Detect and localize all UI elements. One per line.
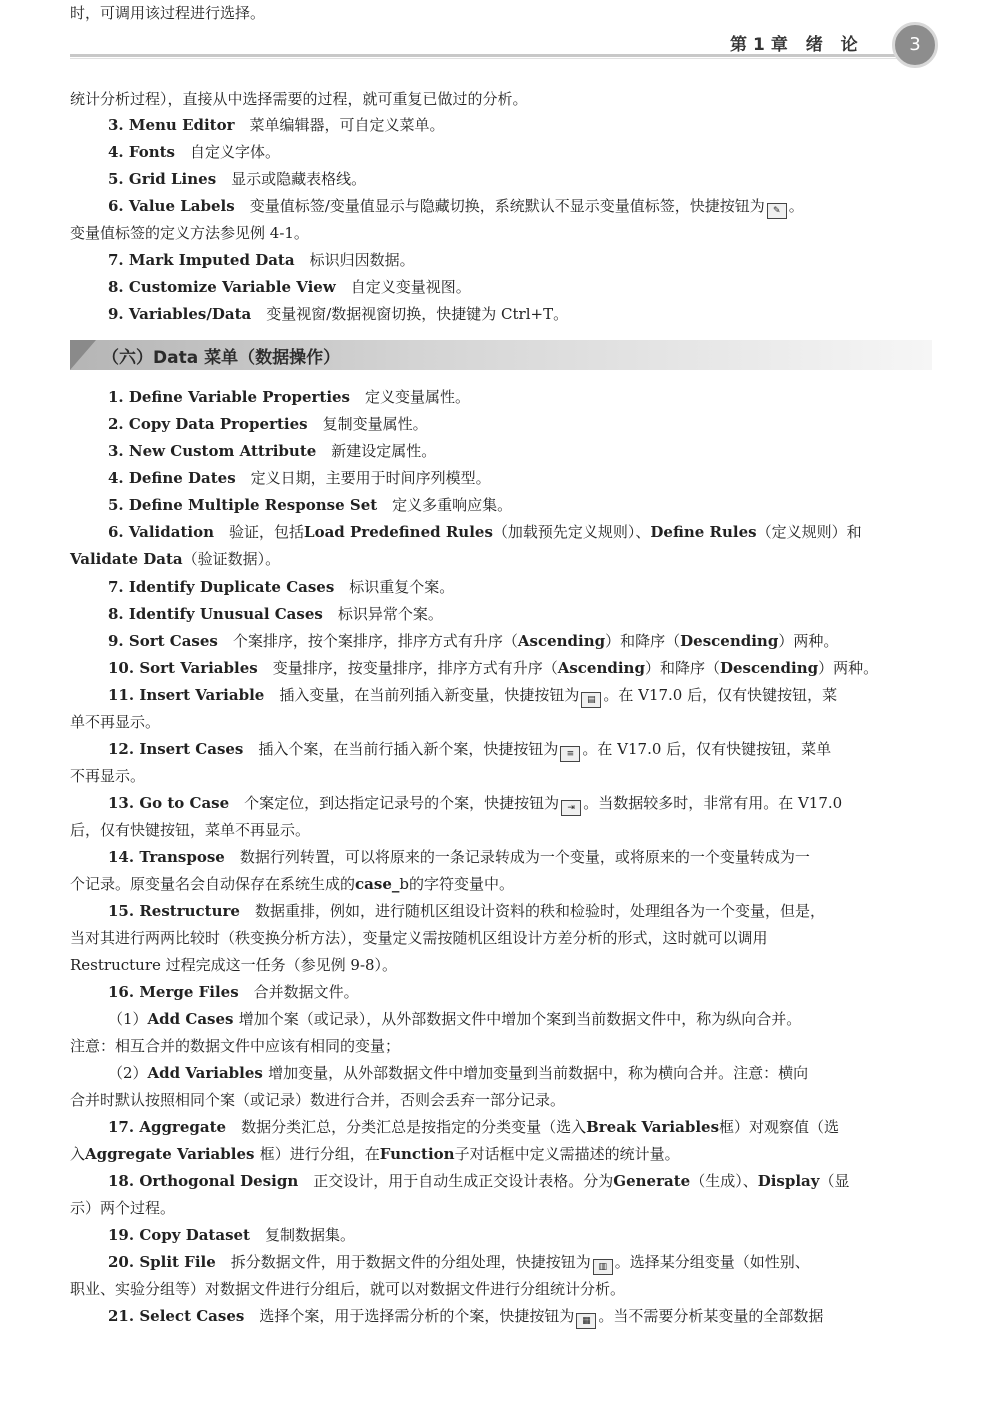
paragraph-text: 选择个案，用于选择需分析的个案，快捷按钮为 [259, 1307, 575, 1325]
paragraph-text: 。当不需要分析某变量的全部数据 [598, 1307, 824, 1325]
keyword: Ascending [517, 632, 606, 650]
keyword: case_ [355, 875, 400, 893]
paragraph-line [70, 736, 932, 763]
paragraph-line [70, 546, 932, 573]
paragraph-line [70, 274, 932, 301]
menu-item-term: 17. Aggregate [108, 1118, 242, 1136]
paragraph-text: b [399, 875, 409, 893]
paragraph-text: 后，仅有快键按钮，菜单不再显示。 [70, 821, 311, 839]
paragraph-text: 职业、实验分组等）对数据文件进行分组后，就可以对数据文件进行分组统计分析。 [70, 1280, 626, 1298]
paragraph-text: 变量排序，按变量排序，排序方式有升序（ [272, 659, 558, 677]
keyword: Break Variables [586, 1118, 720, 1136]
paragraph-text: 示）两个过程。 [70, 1199, 176, 1217]
paragraph-text: 自定义变量视图。 [350, 278, 471, 296]
paragraph-line [70, 384, 932, 411]
menu-item-term: 8. Identify Unusual Cases [108, 605, 338, 623]
paragraph-line [70, 0, 932, 27]
line-prefix: 入 [70, 1145, 86, 1163]
paragraph-text: 子对话框中定义需描述的统计量。 [454, 1145, 680, 1163]
paragraph-text: 标识归因数据。 [309, 251, 415, 269]
paragraph-text: ）两种。 [818, 659, 879, 677]
section-heading-bar [70, 340, 932, 370]
toolbar-button-icon: ⇥ [561, 800, 581, 816]
keyword: Generate [613, 1172, 691, 1190]
paragraph-line [70, 682, 932, 709]
line-prefix: （1） [108, 1010, 148, 1028]
paragraph-line [70, 844, 932, 871]
paragraph-text: 。 [788, 197, 804, 215]
menu-item-term: 11. Insert Variable [108, 686, 280, 704]
keyword: Descending [680, 632, 779, 650]
paragraph-text: 个案定位，到达指定记录号的个案，快捷按钮为 [244, 794, 560, 812]
paragraph-line [70, 465, 932, 492]
paragraph-text: （验证数据）。 [182, 550, 281, 568]
paragraph-text: 复制数据集。 [264, 1226, 355, 1244]
paragraph-text: 。当数据较多时，非常有用。在 V17.0 [583, 794, 843, 812]
menu-item-term: 21. Select Cases [108, 1307, 260, 1325]
paragraph-text: 。在 V17.0 后，仅有快键按钮，菜 [603, 686, 838, 704]
toolbar-button-icon: ▥ [593, 1259, 613, 1275]
paragraph-line [70, 871, 932, 898]
paragraph-text: 变量视窗/数据视窗切换，快捷键为 Ctrl+T。 [266, 305, 569, 323]
menu-item-term: 4. Define Dates [108, 469, 251, 487]
paragraph-text: 验证，包括 [229, 523, 305, 541]
paragraph-line [70, 492, 932, 519]
paragraph-text: 自定义字体。 [190, 143, 281, 161]
paragraph-line [70, 628, 932, 655]
menu-item-term: 1. Define Variable Properties [108, 388, 365, 406]
paragraph-text: 数据重排，例如，进行随机区组设计资料的秩和检验时，处理组各为一个变量，但是， [254, 902, 825, 920]
paragraph-line [70, 86, 932, 113]
paragraph-text: 统计分析过程），直接从中选择需要的过程，就可重复已做过的分析。 [70, 90, 528, 108]
paragraph-line [70, 220, 932, 247]
menu-item-term: 6. Validation [108, 523, 230, 541]
paragraph-text: 增加个案（或记录），从外部数据文件中增加个案到当前数据文件中，称为纵向合并。 [238, 1010, 802, 1028]
paragraph-text: 定义多重响应集。 [392, 496, 513, 514]
menu-item-term: 5. Define Multiple Response Set [108, 496, 393, 514]
paragraph-text: （显 [819, 1172, 850, 1190]
paragraph-text: 变量值标签的定义方法参见例 4-1。 [70, 224, 309, 242]
paragraph-text: ）两种。 [778, 632, 839, 650]
paragraph-line [70, 574, 932, 601]
paragraph-text: 标识异常个案。 [337, 605, 443, 623]
menu-item-term: 16. Merge Files [108, 983, 254, 1001]
menu-item-term: 4. Fonts [108, 143, 190, 161]
paragraph-text: 标识重复个案。 [349, 578, 455, 596]
toolbar-button-icon: ▤ [581, 692, 601, 708]
paragraph-text: 定义变量属性。 [365, 388, 471, 406]
paragraph-text: 合并时默认按照相同个案（或记录）数进行合并，否则会丢弃一部分记录。 [70, 1091, 566, 1109]
paragraph-line [70, 1168, 932, 1195]
paragraph-line [70, 1141, 932, 1168]
paragraph-line [70, 166, 932, 193]
paragraph-line [70, 709, 932, 736]
paragraph-text: 菜单编辑器，可自定义菜单。 [249, 116, 445, 134]
paragraph-line [70, 1195, 932, 1222]
paragraph-line [70, 247, 932, 274]
paragraph-line [70, 655, 932, 682]
paragraph-line [70, 790, 932, 817]
paragraph-text: 数据行列转置，可以将原来的一条记录转成为一个变量，或将原来的一个变量转成为一 [239, 848, 810, 866]
paragraph-text: 个案排序，按个案排序，排序方式有升序（ [232, 632, 518, 650]
menu-item-term: 15. Restructure [108, 902, 255, 920]
paragraph-text: 插入个案，在当前行插入新个案，快捷按钮为 [258, 740, 559, 758]
menu-item-term: 7. Mark Imputed Data [108, 251, 310, 269]
toolbar-button-icon: ▦ [576, 1313, 596, 1329]
paragraph-line [70, 301, 932, 328]
keyword: Descending [719, 659, 819, 677]
menu-item-term: Aggregate Variables [85, 1145, 260, 1163]
keyword: Validate Data [70, 550, 183, 568]
paragraph-text: 定义日期，主要用于时间序列模型。 [250, 469, 491, 487]
paragraph-line [70, 139, 932, 166]
keyword: Define Rules [650, 523, 757, 541]
paragraph-text: 增加变量，从外部数据文件中增加变量到当前数据中，称为横向合并。注意：横向 [268, 1064, 809, 1082]
paragraph-text: 框）进行分组，在 [259, 1145, 380, 1163]
menu-item-term: 2. Copy Data Properties [108, 415, 323, 433]
menu-item-term: 9. Variables/Data [108, 305, 267, 323]
paragraph-text: 变量值标签/变量值显示与隐藏切换，系统默认不显示变量值标签，快捷按钮为 [249, 197, 765, 215]
menu-item-term: 8. Customize Variable View [108, 278, 351, 296]
header-rule-thin [70, 58, 900, 59]
paragraph-text: 数据分类汇总，分类汇总是按指定的分类变量（选入 [241, 1118, 587, 1136]
paragraph-text: 注意：相互合并的数据文件中应该有相同的变量； [70, 1037, 401, 1055]
toolbar-button-icon: ✎ [767, 203, 787, 219]
page-number: 3 [909, 34, 921, 55]
paragraph-line [70, 1033, 932, 1060]
page-number-badge [892, 22, 938, 68]
paragraph-line [70, 601, 932, 628]
paragraph-text: 个记录。原变量名会自动保存在系统生成的 [70, 875, 356, 893]
paragraph-text: （生成）、 [690, 1172, 758, 1190]
paragraph-text: （定义规则）和 [756, 523, 862, 541]
paragraph-text: 。在 V17.0 后，仅有快键按钮，菜单 [582, 740, 832, 758]
chapter-title: 第1章 绪 论 [730, 35, 864, 55]
paragraph-text: 合并数据文件。 [253, 983, 359, 1001]
menu-item-term: 14. Transpose [108, 848, 240, 866]
paragraph-line [70, 112, 932, 139]
menu-item-term: 6. Value Labels [108, 197, 250, 215]
section-marker [70, 340, 96, 370]
keyword: Ascending [557, 659, 645, 677]
paragraph-line [70, 1276, 932, 1303]
menu-item-term: Add Variables [147, 1064, 269, 1082]
menu-item-term: 18. Orthogonal Design [108, 1172, 314, 1190]
paragraph-text: Restructure 过程完成这一任务（参见例 9-8）。 [70, 956, 398, 974]
paragraph-text: 拆分数据文件，用于数据文件的分组处理，快捷按钮为 [230, 1253, 591, 1271]
paragraph-line [70, 1060, 932, 1087]
paragraph-line [70, 1114, 932, 1141]
paragraph-line [70, 1303, 932, 1330]
paragraph-line [70, 763, 932, 790]
menu-item-term: 5. Grid Lines [108, 170, 232, 188]
menu-item-term: 13. Go to Case [108, 794, 245, 812]
menu-item-term: 19. Copy Dataset [108, 1226, 265, 1244]
paragraph-line [70, 1222, 932, 1249]
paragraph-line [70, 193, 932, 220]
keyword: Function [379, 1145, 455, 1163]
paragraph-line [70, 438, 932, 465]
paragraph-line [70, 952, 932, 979]
menu-item-term: 12. Insert Cases [108, 740, 259, 758]
paragraph-text: 时，可调用该过程进行选择。 [70, 4, 266, 22]
paragraph-text: 复制变量属性。 [322, 415, 428, 433]
paragraph-line [70, 898, 932, 925]
paragraph-text: （加载预先定义规则）、 [492, 523, 651, 541]
paragraph-text: 单不再显示。 [70, 713, 161, 731]
menu-item-term: 10. Sort Variables [108, 659, 273, 677]
paragraph-text: 正交设计，用于自动生成正交设计表格。分为 [313, 1172, 614, 1190]
line-prefix: （2） [108, 1064, 148, 1082]
paragraph-text: 。选择某分组变量（如性别、 [614, 1253, 810, 1271]
paragraph-text: 当对其进行两两比较时（秩变换分析方法），变量定义需按随机区组设计方差分析的形式，这时就可以调用 [70, 929, 768, 947]
paragraph-line [70, 1006, 932, 1033]
paragraph-text: 框）对观察值（选 [719, 1118, 840, 1136]
keyword: Load Predefined Rules [304, 523, 493, 541]
paragraph-line [70, 817, 932, 844]
paragraph-text: 显示或隐藏表格线。 [231, 170, 367, 188]
paragraph-text: ）和降序（ [644, 659, 720, 677]
paragraph-text: 的字符变量中。 [408, 875, 514, 893]
menu-item-term: Add Cases [147, 1010, 239, 1028]
paragraph-line [70, 519, 932, 546]
menu-item-term: 3. New Custom Attribute [108, 442, 332, 460]
menu-item-term: 20. Split File [108, 1253, 231, 1271]
section-title: （六）Data 菜单（数据操作） [102, 348, 341, 368]
paragraph-line [70, 925, 932, 952]
menu-item-term: 9. Sort Cases [108, 632, 233, 650]
menu-item-term: 3. Menu Editor [108, 116, 250, 134]
paragraph-line [70, 411, 932, 438]
paragraph-line [70, 979, 932, 1006]
paragraph-text: 新建设定属性。 [331, 442, 437, 460]
paragraph-text: ）和降序（ [605, 632, 681, 650]
paragraph-text: 不再显示。 [70, 767, 146, 785]
paragraph-text: 插入变量，在当前列插入新变量，快捷按钮为 [279, 686, 580, 704]
toolbar-button-icon: ≡ [560, 746, 580, 762]
menu-item-term: 7. Identify Duplicate Cases [108, 578, 350, 596]
keyword: Display [757, 1172, 820, 1190]
paragraph-line [70, 1087, 932, 1114]
paragraph-line [70, 1249, 932, 1276]
